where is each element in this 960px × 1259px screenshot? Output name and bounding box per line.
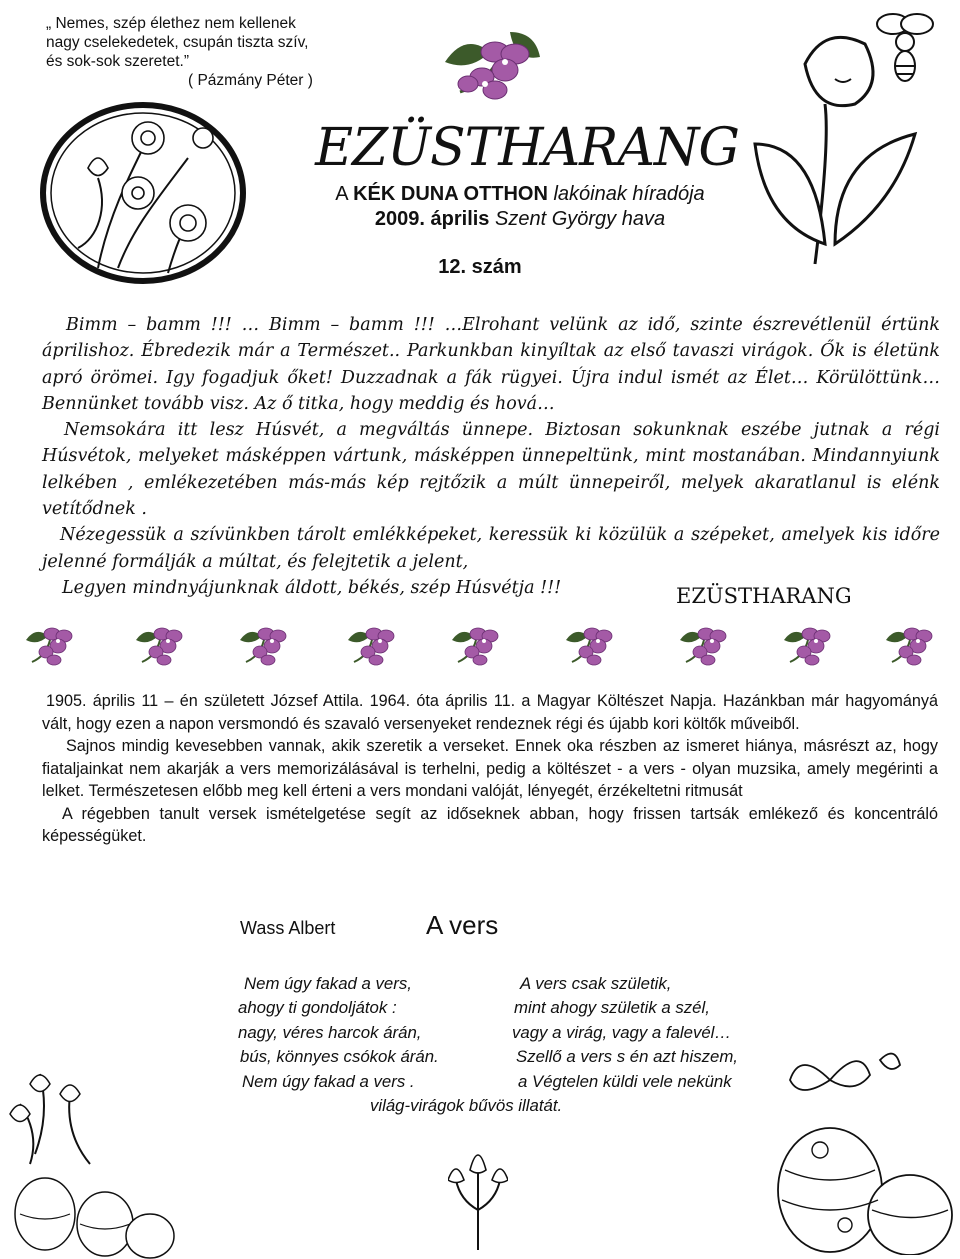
intro-paragraph: Legyen mindnyájunknak áldott, békés, szép Húsvétja !!! bbox=[62, 577, 562, 598]
daffodil-wreath-icon bbox=[38, 98, 248, 288]
easter-eggs-icon bbox=[0, 1064, 200, 1259]
newsletter-subtitle bbox=[300, 183, 740, 206]
poem-line: ahogy ti gondoljátok : bbox=[238, 998, 397, 1018]
violet-flower-icon bbox=[136, 628, 182, 665]
newsletter-title: EZÜSTHARANG bbox=[315, 118, 739, 178]
quote-line: „ Nemes, szép élethez nem kellenek bbox=[46, 15, 296, 32]
intro-paragraph: Nézegessük a szívünkben tárolt emlékképeket, keressük ki közülük a szépeket, amelyek kis időre jelenné formálják a múltat, és felejtetik a jelent, bbox=[42, 525, 940, 572]
butterfly-eggs-icon bbox=[760, 1040, 960, 1255]
poem-line: bús, könnyes csókok árán. bbox=[240, 1047, 439, 1067]
poem-author: Wass Albert bbox=[240, 918, 336, 938]
issue-number: 12. szám bbox=[438, 256, 522, 278]
date-month: 2009. április bbox=[374, 208, 490, 230]
violet-divider bbox=[0, 614, 960, 674]
quote-author: ( Pázmány Péter ) bbox=[188, 72, 313, 89]
poem-column-left bbox=[238, 972, 439, 1094]
subtitle-rest: lakóinak híradója bbox=[547, 183, 705, 205]
subtitle-institution: KÉK DUNA OTTHON bbox=[353, 183, 548, 205]
intro-paragraph: Bimm – bamm !!! … Bimm – bamm !!! …Elrohant velünk az idő, szinte észrevétlenül értünk áprilishoz. Ébredezik már a Természet.. Parkunkban kinyíltak az első tavaszi virágok. Ők is életünk apró örömei. Igy fogadjuk őket! Duzzadnak a fák rügyei. Újra indul ismét az Élet… Körülöttünk… Bennünket tovább visz. Az ő titka, hogy meddig és hová… bbox=[42, 315, 940, 414]
violet-flower-icon bbox=[452, 628, 498, 665]
poem-column-right bbox=[512, 972, 738, 1094]
violet-flower-icon bbox=[26, 628, 72, 665]
poem-line: nagy, véres harcok árán, bbox=[238, 1022, 422, 1042]
violet-flower-icon bbox=[886, 628, 932, 665]
article-paragraph: 1905. április 11 – én született József Attila. 1964. óta április 11. a Magyar Költészet Napja. Hazánkban már hagyományá vált, hogy ezen a napon versmondó és szavaló versenyeket rendeznek régi és újabb kori költők műveiből. bbox=[42, 692, 938, 733]
poem-line: mint ahogy születik a szél, bbox=[514, 998, 710, 1018]
violet-flower-icon bbox=[680, 628, 726, 665]
poem-title: A vers bbox=[426, 910, 499, 940]
article-paragraph: Sajnos mindig kevesebben vannak, akik szeretik a verseket. Ennek oka részben az ismeret hiánya, másrészt az, hogy fiataljainkat nem akarják a vers memorizálásával is terhelni, pedig a költészet - a vers - olyan muzsika, amely megérinti a lelket. Természetesen előbb meg kell érteni a vers mondani valóját, lényegét, érzékeltetni ritmusát bbox=[42, 737, 938, 800]
quote-line: és sok-sok szeretet.” bbox=[46, 53, 189, 70]
poem-line: Szellő a vers s én azt hiszem, bbox=[516, 1047, 738, 1067]
subtitle-prefix: A bbox=[335, 183, 354, 205]
tulip-bee-icon bbox=[745, 4, 950, 269]
intro-signature: EZÜSTHARANG bbox=[676, 584, 852, 608]
date-rest: Szent György hava bbox=[489, 208, 666, 230]
poem-line: vagy a virág, vagy a falevél… bbox=[512, 1022, 732, 1042]
poem-line: A vers csak születik, bbox=[520, 974, 672, 993]
violet-flower-icon bbox=[566, 628, 612, 665]
poem-line: a Végtelen küldi vele nekünk bbox=[518, 1071, 732, 1091]
poem-line: Nem úgy fakad a vers, bbox=[244, 974, 412, 993]
poem-line: Nem úgy fakad a vers . bbox=[242, 1071, 415, 1091]
poetry-day-article bbox=[42, 690, 938, 848]
intro-paragraph: Nemsokára itt lesz Húsvét, a megváltás ünnepe. Biztosan sokunknak eszébe jutnak a régi Húsvétok, melyeket másképpen vártunk, másképpen ünnepeltünk, mint mostanában. Mindannyiunk lelkében , emlékezetében más-más kép rejtőzik a múlt ünnepeiről, melyek akaratlanul is elénk vetítődnek . bbox=[42, 420, 940, 520]
article-paragraph: A régebben tanult versek ismételgetése segít az időseknek abban, hogy frissen tartsák emlékező és koncentráló képességüket. bbox=[42, 804, 938, 845]
violet-flower-icon bbox=[784, 628, 830, 665]
quote-line: nagy cselekedetek, csupán tiszta szív, bbox=[46, 34, 309, 51]
violet-flower-icon bbox=[440, 22, 550, 112]
violet-flower-icon bbox=[240, 628, 286, 665]
newsletter-date bbox=[300, 208, 740, 231]
poem-closing-line: világ-virágok bűvös illatát. bbox=[370, 1096, 563, 1115]
tulip-sprig-icon bbox=[448, 1130, 508, 1255]
opening-quote bbox=[46, 14, 346, 90]
violet-flower-icon bbox=[348, 628, 394, 665]
intro-text bbox=[42, 312, 940, 601]
